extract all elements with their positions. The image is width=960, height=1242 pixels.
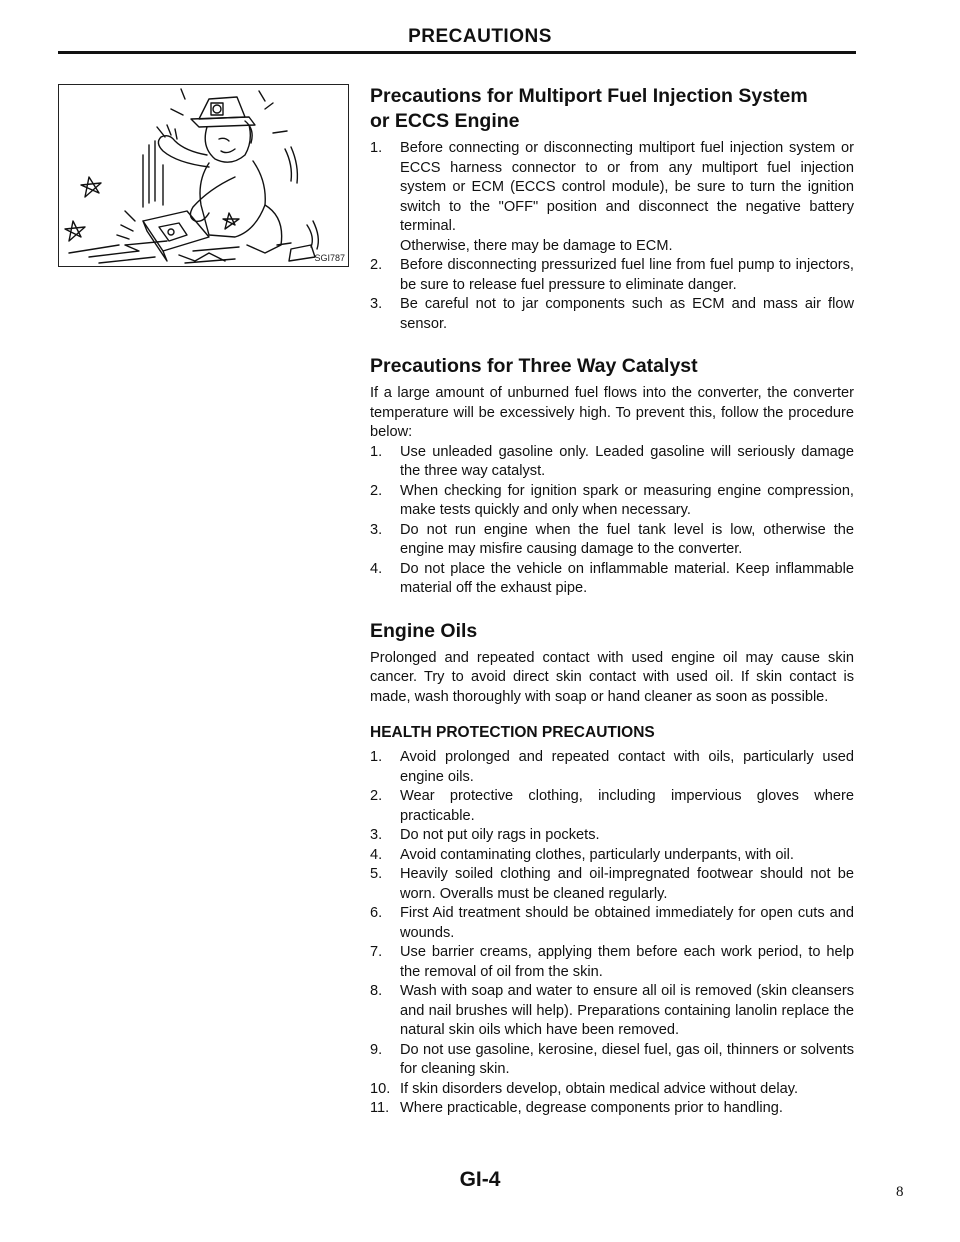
item-number: 6. bbox=[370, 905, 383, 921]
list-item bbox=[370, 865, 854, 904]
page-header-title: PRECAUTIONS bbox=[408, 26, 552, 47]
item-text: Wear protective clothing, including impervious gloves where practicable. bbox=[400, 788, 854, 824]
page-number: 8 bbox=[896, 1184, 904, 1200]
list-item bbox=[370, 846, 854, 866]
item-text: Before disconnecting pressurized fuel line from fuel pump to injectors, be sure to release fuel pressure to eliminate danger. bbox=[400, 257, 854, 293]
section-title-efi-line1: Precautions for Multiport Fuel Injection System bbox=[370, 85, 808, 107]
item-number: 3. bbox=[370, 827, 383, 843]
list-item bbox=[370, 943, 854, 982]
section-title-oils: Engine Oils bbox=[370, 619, 478, 642]
item-number: 1. bbox=[370, 443, 383, 460]
header-divider bbox=[58, 51, 856, 54]
item-text: First Aid treatment should be obtained immediately for open cuts and wounds. bbox=[400, 905, 854, 941]
efi-precaution-list bbox=[370, 139, 854, 334]
item-text: When checking for ignition spark or measuring engine compression, make tests quickly and only when necessary. bbox=[400, 482, 854, 518]
item-text: Be careful not to jar components such as ECM and mass air flow sensor. bbox=[400, 296, 854, 332]
spacer bbox=[370, 334, 854, 354]
item-number: 8. bbox=[370, 983, 383, 999]
item-number: 2. bbox=[370, 788, 383, 804]
item-number: 1. bbox=[370, 749, 383, 765]
item-text: Do not put oily rags in pockets. bbox=[400, 827, 600, 843]
list-item bbox=[370, 521, 854, 560]
section-title-efi-line2: or ECCS Engine bbox=[370, 110, 520, 132]
main-content bbox=[370, 84, 854, 1119]
item-text: If skin disorders develop, obtain medical advice without delay. bbox=[400, 1080, 799, 1097]
item-text: Where practicable, degrease components prior to handling. bbox=[400, 1100, 783, 1116]
item-text: Wash with soap and water to ensure all oil is removed (skin cleansers and nail brushes will help). Preparations containing lanolin replace the natural skin oils which have been removed. bbox=[400, 983, 854, 1038]
section-title-catalyst: Precautions for Three Way Catalyst bbox=[370, 355, 698, 377]
list-item bbox=[370, 256, 854, 295]
mechanic-dropping-ecm-illustration bbox=[58, 84, 349, 267]
item-text: Use barrier creams, applying them before each work period, to help the removal of oil from the skin. bbox=[400, 944, 854, 980]
list-item bbox=[370, 295, 854, 334]
list-item bbox=[370, 1080, 854, 1100]
item-number: 7. bbox=[370, 944, 383, 960]
item-number: 10. bbox=[370, 1080, 391, 1097]
oils-body: Prolonged and repeated contact with used engine oil may cause skin cancer. Try to avoid direct skin contact with used oil. If skin contact is made, wash thoroughly with soap or hand cleaner as soon as possible. bbox=[370, 649, 854, 705]
list-item bbox=[370, 560, 854, 599]
item-text: Avoid contaminating clothes, particularly underpants, with oil. bbox=[400, 846, 794, 863]
item-number: 11. bbox=[370, 1100, 390, 1116]
list-item bbox=[370, 826, 854, 846]
list-item bbox=[370, 443, 854, 482]
catalyst-intro: If a large amount of unburned fuel flows into the converter, the converter temperature will be excessively high. To prevent this, follow the procedure below: bbox=[370, 385, 854, 440]
list-item bbox=[370, 139, 854, 256]
spacer bbox=[370, 599, 854, 619]
item-number: 2. bbox=[370, 482, 383, 499]
item-text: Do not run engine when the fuel tank level is low, otherwise the engine may misfire causing damage to the converter. bbox=[400, 521, 854, 557]
item-text: Do not place the vehicle on inflammable material. Keep inflammable material off the exhaust pipe. bbox=[400, 560, 854, 596]
item-number: 3. bbox=[370, 521, 383, 538]
list-item bbox=[370, 904, 854, 943]
item-text: Before connecting or disconnecting multiport fuel injection system or ECCS harness connector to or from any multiport fuel injection system or ECM (ECCS control module), be sure to turn the ignition switch to the "OFF" position and disconnect the negative battery terminal. bbox=[400, 140, 854, 234]
item-text: Avoid prolonged and repeated contact with oils, particularly used engine oils. bbox=[400, 749, 854, 785]
catalyst-precaution-list bbox=[370, 443, 854, 599]
item-text: Do not use gasoline, kerosine, diesel fuel, gas oil, thinners or solvents for cleaning skin. bbox=[400, 1041, 854, 1077]
list-item bbox=[370, 748, 854, 787]
list-item bbox=[370, 1099, 854, 1119]
health-precaution-list bbox=[370, 748, 854, 1119]
spacer bbox=[370, 707, 854, 723]
item-number: 5. bbox=[370, 866, 383, 882]
item-number: 1. bbox=[370, 140, 383, 156]
list-item bbox=[370, 482, 854, 521]
item-text: Use unleaded gasoline only. Leaded gasoline will seriously damage the three way catalyst. bbox=[400, 443, 854, 479]
footer-section-code: GI-4 bbox=[459, 1168, 501, 1191]
item-number: 2. bbox=[370, 257, 383, 273]
item-number: 4. bbox=[370, 560, 383, 577]
item-number: 3. bbox=[370, 296, 383, 312]
list-item bbox=[370, 982, 854, 1041]
item-number: 4. bbox=[370, 846, 383, 863]
section-title-efi bbox=[370, 84, 854, 134]
section-title-health: HEALTH PROTECTION PRECAUTIONS bbox=[370, 724, 655, 741]
figure-id-label: SGI787 bbox=[314, 253, 345, 263]
illustration-drawing bbox=[59, 85, 350, 268]
item-number: 9. bbox=[370, 1041, 383, 1058]
item-text: Heavily soiled clothing and oil-impregnated footwear should not be worn. Overalls must be cleaned regularly. bbox=[400, 866, 854, 902]
list-item bbox=[370, 1041, 854, 1080]
list-item bbox=[370, 787, 854, 826]
item-note: Otherwise, there may be damage to ECM. bbox=[400, 237, 673, 254]
